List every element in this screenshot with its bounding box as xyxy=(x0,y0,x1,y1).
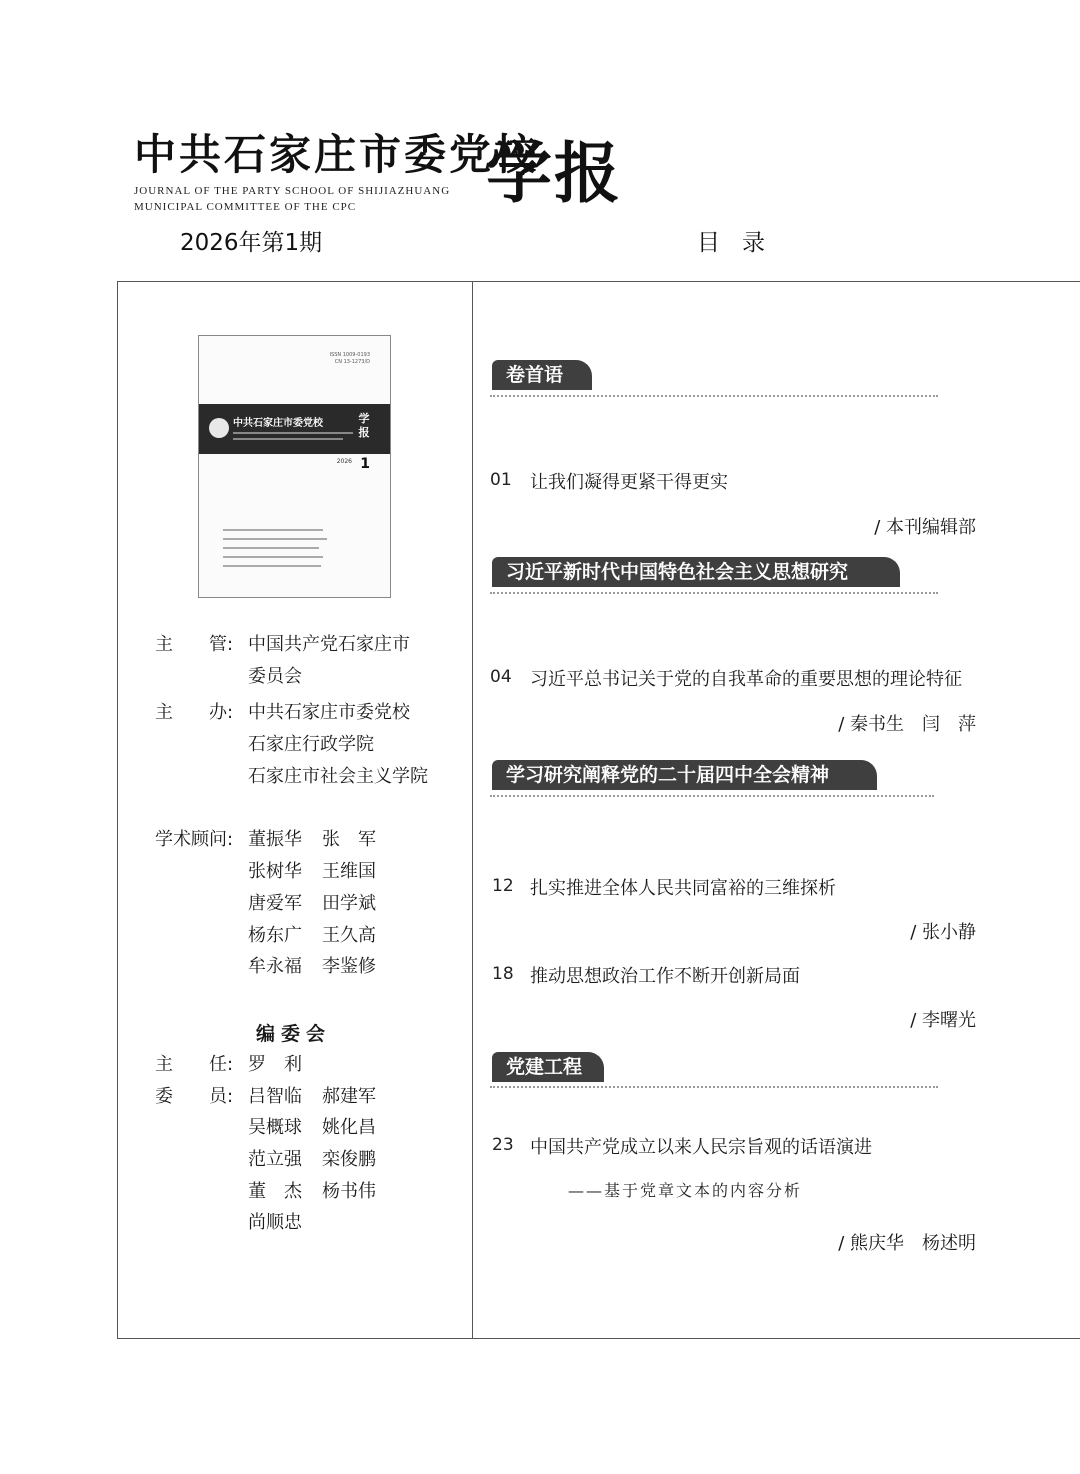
member-name: 范立强 xyxy=(248,1149,302,1170)
member-name: 郝建军 xyxy=(322,1086,376,1107)
article-page: 01 xyxy=(490,470,512,490)
members-label: 委 员: xyxy=(155,1086,234,1107)
member-name: 吕智临 xyxy=(248,1086,302,1107)
advisor-name: 张 军 xyxy=(322,829,376,850)
cover-issn-text: ISSN 1009-0193 CN 13-1273/D xyxy=(329,352,370,365)
advisor-name: 董振华 xyxy=(248,829,302,850)
supervisor-label: 主 管: xyxy=(155,634,234,655)
section-tag: 习近平新时代中国特色社会主义思想研究 xyxy=(492,557,900,587)
sponsor-label: 主 办: xyxy=(155,702,234,723)
cover-title-band xyxy=(199,404,390,454)
advisor-name: 唐爱军 xyxy=(248,893,302,914)
issue-label: 2026年第1期 xyxy=(180,230,323,256)
article-author: / 张小静 xyxy=(910,922,976,943)
cover-text-line xyxy=(223,529,323,531)
journal-english-title xyxy=(134,183,450,215)
section-rule xyxy=(490,395,938,397)
supervisor-line1: 中国共产党石家庄市 xyxy=(248,634,410,655)
column-divider xyxy=(472,281,473,1339)
member-name: 栾俊鹏 xyxy=(322,1149,376,1170)
cover-text-line xyxy=(223,565,321,567)
article-page: 04 xyxy=(490,667,512,687)
section-rule xyxy=(490,592,938,594)
article-title[interactable]: 扎实推进全体人民共同富裕的三维探析 xyxy=(530,878,836,899)
article-title[interactable]: 让我们凝得更紧干得更实 xyxy=(530,472,728,493)
advisor-name: 杨东广 xyxy=(248,925,302,946)
article-page: 12 xyxy=(492,876,514,896)
cover-logo-icon xyxy=(209,418,229,438)
section-tag: 卷首语 xyxy=(492,360,592,390)
article-subtitle: ——基于党章文本的内容分析 xyxy=(568,1181,803,1200)
article-author: / 李曙光 xyxy=(910,1010,976,1031)
section-rule xyxy=(490,1086,938,1088)
english-title-line1: JOURNAL OF THE PARTY SCHOOL OF SHIJIAZHUANG xyxy=(134,185,451,197)
cover-issue-number: 1 xyxy=(360,456,370,472)
cover-en-line xyxy=(233,432,353,434)
advisor-name: 王久高 xyxy=(322,925,376,946)
cover-text-line xyxy=(223,538,327,540)
advisor-name: 牟永福 xyxy=(248,956,302,977)
cover-year: 2026 xyxy=(336,458,352,465)
member-name: 吴概球 xyxy=(248,1117,302,1138)
journal-title-large: 学报 xyxy=(486,135,622,212)
advisors-label: 学术顾问: xyxy=(155,829,234,850)
advisor-name: 张树华 xyxy=(248,861,302,882)
sponsor-item: 中共石家庄市委党校 xyxy=(248,702,410,723)
journal-title: 中共石家庄市委党校 xyxy=(134,130,540,179)
article-page: 23 xyxy=(492,1135,514,1155)
article-title[interactable]: 习近平总书记关于党的自我革命的重要思想的理论特征 xyxy=(530,669,962,690)
sponsor-item: 石家庄行政学院 xyxy=(248,734,374,755)
article-author: / 本刊编辑部 xyxy=(874,517,976,538)
advisor-name: 李鉴修 xyxy=(322,956,376,977)
editorial-board-title: 编委会 xyxy=(256,1023,332,1045)
advisor-name: 王维国 xyxy=(322,861,376,882)
sponsor-item: 石家庄市社会主义学院 xyxy=(248,766,428,787)
cover-text-line xyxy=(223,547,319,549)
director-label: 主 任: xyxy=(155,1054,234,1075)
cover-text-line xyxy=(223,556,323,558)
member-name: 尚顺忠 xyxy=(248,1212,302,1233)
toc-heading: 目录 xyxy=(697,230,787,256)
article-title[interactable]: 中国共产党成立以来人民宗旨观的话语演进 xyxy=(530,1137,872,1158)
cover-title: 中共石家庄市委党校 xyxy=(233,418,323,429)
member-name: 董 杰 xyxy=(248,1181,302,1202)
director-name: 罗 利 xyxy=(248,1054,302,1075)
article-page: 18 xyxy=(492,964,514,984)
cover-thumbnail xyxy=(198,335,391,598)
cover-title-large: 学报 xyxy=(358,412,370,439)
article-author: / 熊庆华 杨述明 xyxy=(838,1233,976,1254)
section-tag: 学习研究阐释党的二十届四中全会精神 xyxy=(492,760,877,790)
article-author: / 秦书生 闫 萍 xyxy=(838,714,976,735)
section-tag: 党建工程 xyxy=(492,1052,604,1082)
member-name: 杨书伟 xyxy=(322,1181,376,1202)
supervisor-line2: 委员会 xyxy=(248,666,302,687)
advisor-name: 田学斌 xyxy=(322,893,376,914)
english-title-line2: MUNICIPAL COMMITTEE OF THE CPC xyxy=(134,201,357,213)
section-rule xyxy=(490,795,934,797)
member-name: 姚化昌 xyxy=(322,1117,376,1138)
article-title[interactable]: 推动思想政治工作不断开创新局面 xyxy=(530,966,800,987)
cover-en-line xyxy=(233,438,343,440)
